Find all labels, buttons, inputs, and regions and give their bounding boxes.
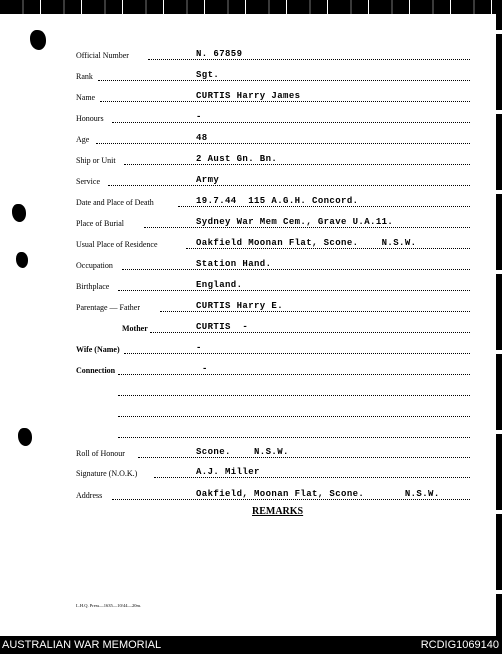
field-value: - bbox=[196, 343, 202, 353]
connection-blank-line bbox=[0, 424, 502, 440]
field-label: Birthplace bbox=[76, 282, 110, 291]
field-birthplace bbox=[0, 277, 502, 293]
field-wife bbox=[0, 340, 502, 356]
field-parentage-mother bbox=[0, 319, 502, 335]
field-usual-residence bbox=[0, 235, 502, 251]
field-ship-or-unit bbox=[0, 151, 502, 167]
dotted-line bbox=[118, 437, 470, 438]
field-date-place-death bbox=[0, 193, 502, 209]
dotted-line bbox=[118, 395, 470, 396]
field-label: Official Number bbox=[76, 51, 129, 60]
dotted-line bbox=[118, 416, 470, 417]
field-connection bbox=[0, 361, 502, 377]
dotted-line bbox=[124, 164, 470, 165]
field-label: Roll of Honour bbox=[76, 449, 125, 458]
dotted-line bbox=[160, 311, 470, 312]
field-label: Age bbox=[76, 135, 90, 144]
dotted-line bbox=[138, 457, 470, 458]
field-parentage-father bbox=[0, 298, 502, 314]
dotted-line bbox=[112, 499, 470, 500]
field-value: 2 Aust Gn. Bn. bbox=[196, 154, 278, 164]
field-value: - bbox=[196, 112, 202, 122]
field-value: Station Hand. bbox=[196, 259, 272, 269]
form-code: L.H.Q. Press—1635—10/44—20m. bbox=[76, 603, 142, 608]
dotted-line bbox=[154, 477, 470, 478]
field-value: Oakfield, Moonan Flat, Scone. N.S.W. bbox=[196, 489, 440, 499]
field-service bbox=[0, 172, 502, 188]
field-value: Sydney War Mem Cem., Grave U.A.11. bbox=[196, 217, 394, 227]
dotted-line bbox=[112, 122, 470, 123]
field-value: England. bbox=[196, 280, 243, 290]
dotted-line bbox=[150, 332, 470, 333]
field-label: Address bbox=[76, 491, 103, 500]
field-age bbox=[0, 130, 502, 146]
field-label: Connection bbox=[76, 366, 116, 375]
field-label: Usual Place of Residence bbox=[76, 240, 158, 249]
archive-caption-bar bbox=[0, 636, 502, 654]
field-name bbox=[0, 88, 502, 104]
dotted-line bbox=[98, 80, 470, 81]
scan-edge-top bbox=[0, 0, 502, 14]
field-value: 48 bbox=[196, 133, 208, 143]
record-id: RCDIG1069140 bbox=[420, 639, 499, 651]
field-signature bbox=[0, 464, 502, 480]
field-value: Army bbox=[196, 175, 220, 185]
dotted-line bbox=[124, 353, 470, 354]
dotted-line bbox=[144, 227, 470, 228]
archive-name: AUSTRALIAN WAR MEMORIAL bbox=[2, 639, 162, 651]
field-label: Occupation bbox=[76, 261, 113, 270]
dotted-line bbox=[122, 269, 470, 270]
field-value: Sgt. bbox=[196, 70, 220, 80]
dotted-line bbox=[96, 143, 470, 144]
field-value: Scone. N.S.W. bbox=[196, 447, 289, 457]
field-value: A.J. Miller bbox=[196, 467, 260, 477]
field-label: Service bbox=[76, 177, 100, 186]
field-place-of-burial bbox=[0, 214, 502, 230]
field-label: Date and Place of Death bbox=[76, 198, 154, 207]
dotted-line bbox=[186, 248, 470, 249]
field-value: CURTIS Harry E. bbox=[196, 301, 284, 311]
field-value: CURTIS - bbox=[196, 322, 249, 332]
field-rank bbox=[0, 67, 502, 83]
field-label: Signature (N.O.K.) bbox=[76, 469, 138, 478]
field-label: Mother bbox=[122, 324, 148, 333]
dotted-line bbox=[148, 59, 470, 60]
field-address bbox=[0, 486, 502, 502]
field-label: Ship or Unit bbox=[76, 156, 116, 165]
dotted-line bbox=[178, 206, 470, 207]
dotted-line bbox=[118, 290, 470, 291]
field-value: CURTIS Harry James bbox=[196, 91, 301, 101]
field-official-number bbox=[0, 46, 502, 62]
field-honours bbox=[0, 109, 502, 125]
field-occupation bbox=[0, 256, 502, 272]
connection-blank-line bbox=[0, 403, 502, 419]
field-value: N. 67859 bbox=[196, 49, 243, 59]
field-label: Parentage — Father bbox=[76, 303, 140, 312]
field-value: 19.7.44 115 A.G.H. Concord. bbox=[196, 196, 359, 206]
field-label: Rank bbox=[76, 72, 93, 81]
dotted-line bbox=[108, 185, 470, 186]
field-value: Oakfield Moonan Flat, Scone. N.S.W. bbox=[196, 238, 417, 248]
field-label: Honours bbox=[76, 114, 104, 123]
remarks-heading: REMARKS bbox=[252, 506, 304, 517]
field-label: Name bbox=[76, 93, 96, 102]
field-roll-of-honour bbox=[0, 444, 502, 460]
dotted-line bbox=[118, 374, 470, 375]
field-label: Place of Burial bbox=[76, 219, 124, 228]
connection-blank-line bbox=[0, 382, 502, 398]
field-value: - bbox=[202, 364, 208, 374]
dotted-line bbox=[100, 101, 470, 102]
field-label: Wife (Name) bbox=[76, 345, 120, 354]
